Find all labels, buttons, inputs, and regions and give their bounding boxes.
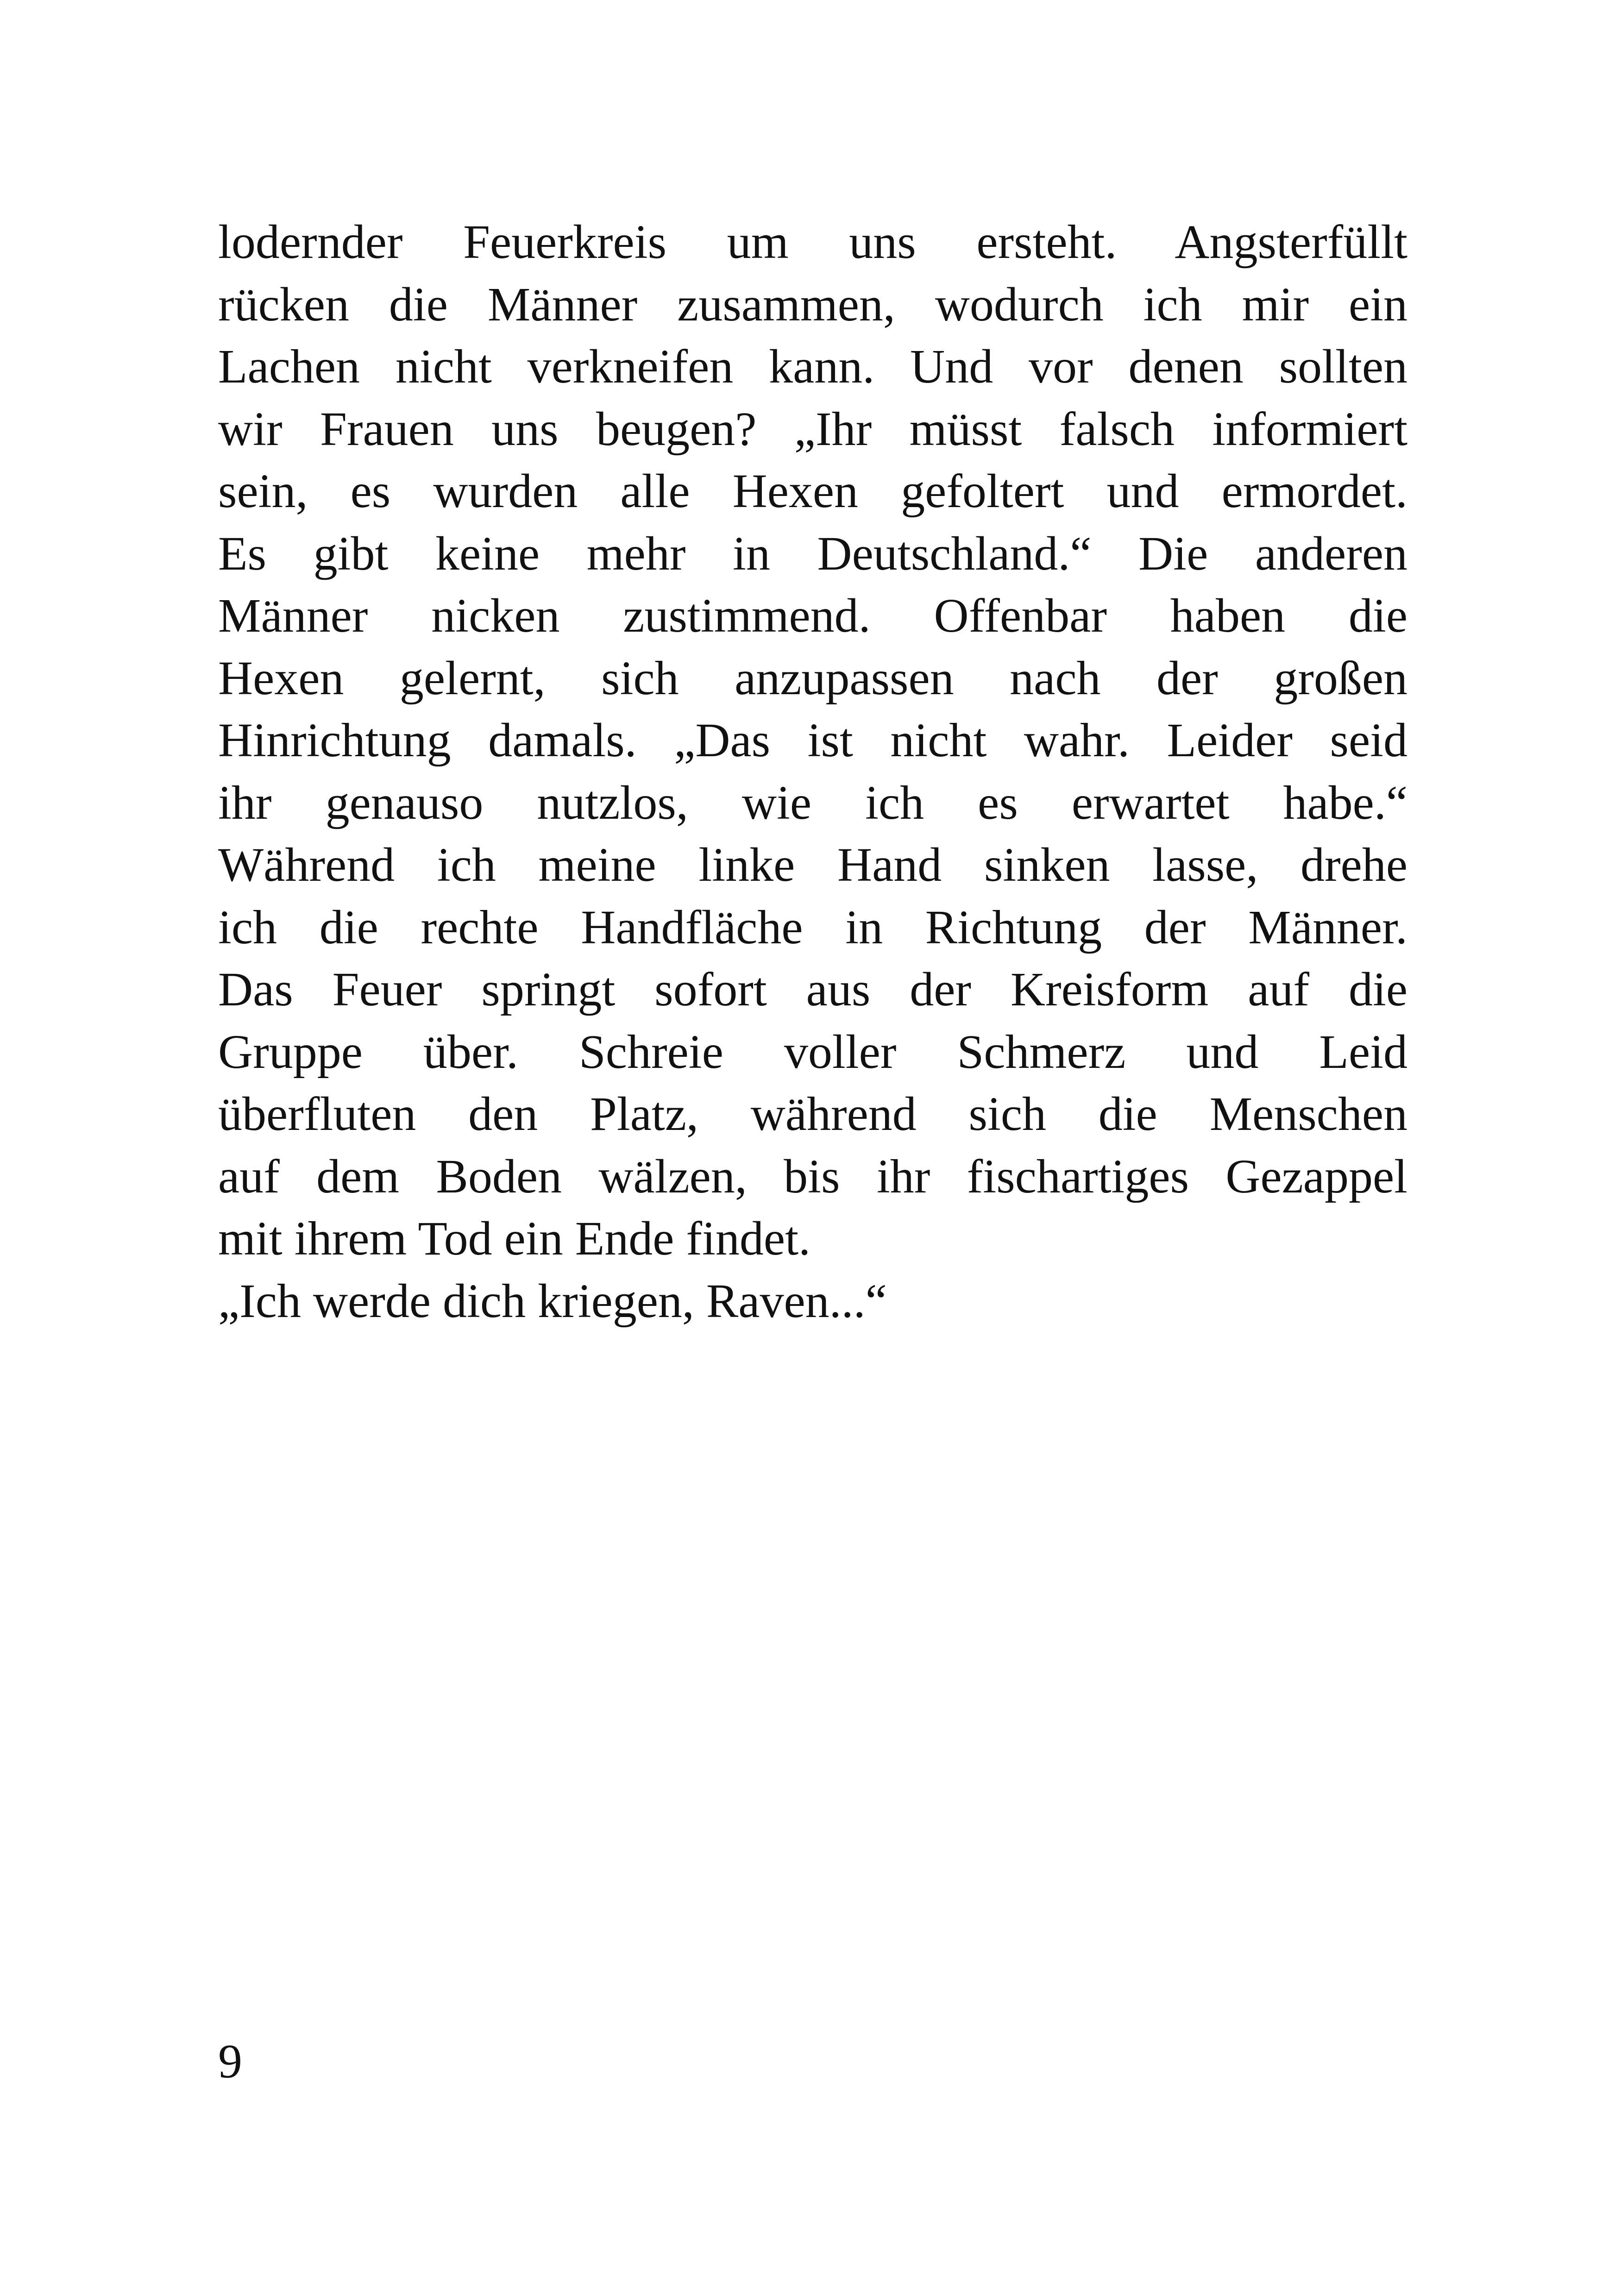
text-line: wir Frauen uns beugen? „Ihr müsst falsch informiert — [218, 402, 1407, 456]
text-line: ihr genauso nutzlos, wie ich es erwartet habe.“ — [218, 776, 1407, 829]
text-line: rücken die Männer zusammen, wodurch ich mir ein — [218, 277, 1407, 331]
page-number: 9 — [218, 2035, 242, 2088]
text-line: auf dem Boden wälzen, bis ihr fischartiges Gezappel — [218, 1149, 1407, 1203]
text-line: lodernder Feuerkreis um uns ersteht. Angsterfüllt — [218, 215, 1407, 269]
text-line: Das Feuer springt sofort aus der Kreisform auf die — [218, 963, 1407, 1016]
text-line: Während ich meine linke Hand sinken lasse, drehe — [218, 838, 1407, 891]
text-line-paragraph-end: mit ihrem Tod ein Ende findet. — [218, 1212, 810, 1265]
text-line: Lachen nicht verkneifen kann. Und vor denen sollten — [218, 340, 1407, 393]
text-line: Hexen gelernt, sich anzupassen nach der großen — [218, 651, 1407, 705]
text-line: sein, es wurden alle Hexen gefoltert und ermordet. — [218, 464, 1407, 518]
text-line: überfluten den Platz, während sich die Menschen — [218, 1087, 1407, 1141]
text-line: Hinrichtung damals. „Das ist nicht wahr. Leider seid — [218, 714, 1407, 767]
closing-line: „Ich werde dich kriegen, Raven...“ — [218, 1274, 887, 1328]
text-line: ich die rechte Handfläche in Richtung der Männer. — [218, 900, 1407, 954]
text-line: Gruppe über. Schreie voller Schmerz und Leid — [218, 1025, 1407, 1079]
text-line: Männer nicken zustimmend. Offenbar haben die — [218, 589, 1407, 642]
body-text — [218, 211, 1407, 1332]
text-line: Es gibt keine mehr in Deutschland.“ Die anderen — [218, 527, 1407, 580]
